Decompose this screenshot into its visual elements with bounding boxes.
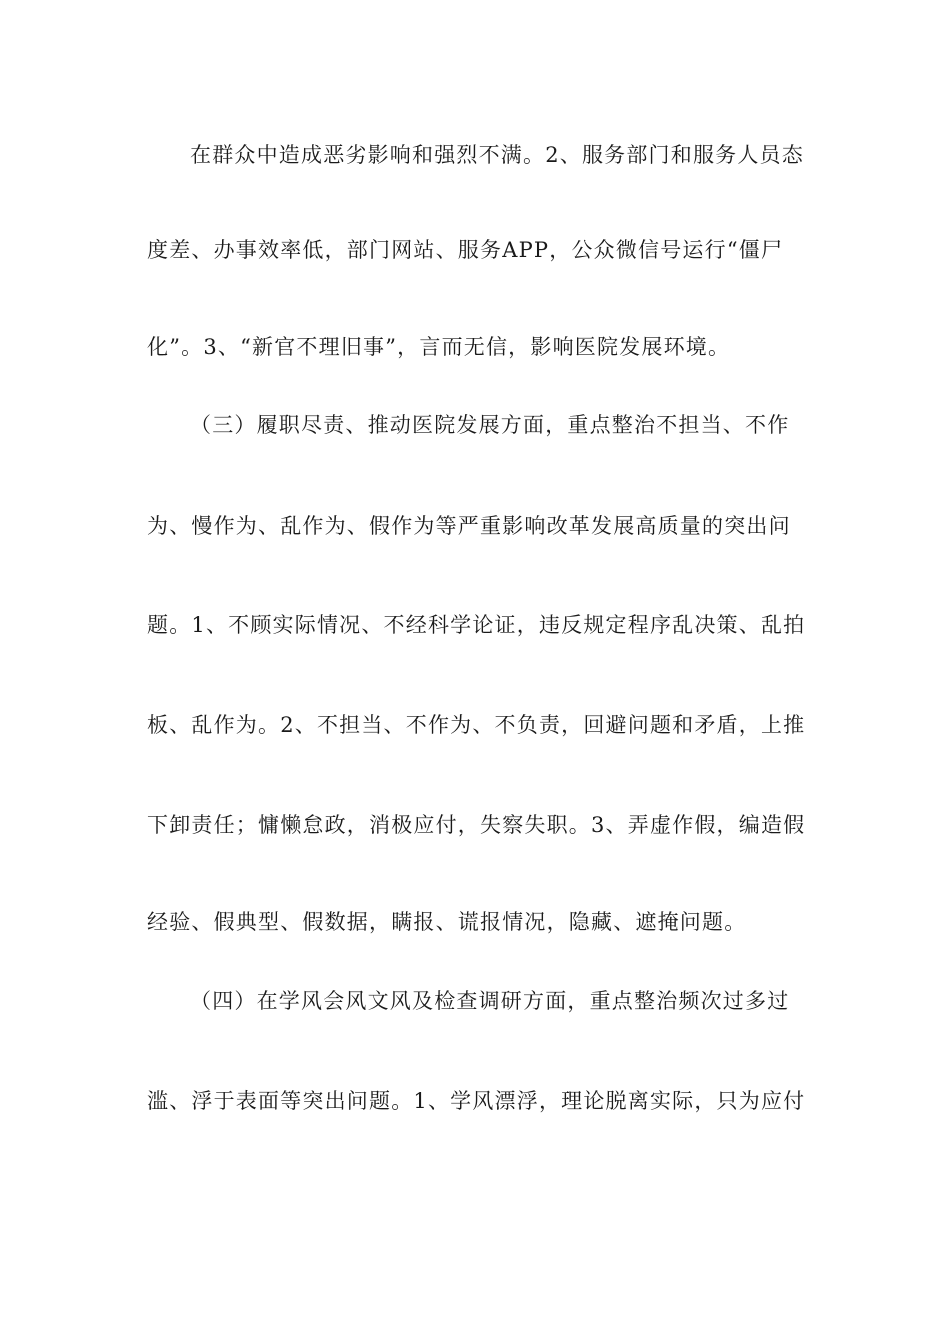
paragraph-line-3: 化”。3、“新官不理旧事”，言而无信，影响医院发展环境。 xyxy=(147,335,731,359)
section-heading-4: （四）在学风会风文风及检查调研方面，重点整治频次过多过 xyxy=(190,989,790,1013)
paragraph-line-2: 度差、办事效率低，部门网站、服务APP，公众微信号运行“僵尸 xyxy=(147,238,784,262)
paragraph-line-7: 板、乱作为。2、不担当、不作为、不负责，回避问题和矛盾，上推 xyxy=(147,713,806,737)
paragraph-line-1: 在群众中造成恶劣影响和强烈不满。2、服务部门和服务人员态 xyxy=(190,143,804,167)
paragraph-line-6: 题。1、不顾实际情况、不经科学论证，违反规定程序乱决策、乱拍 xyxy=(147,613,806,637)
paragraph-line-11: 滥、浮于表面等突出问题。1、学风漂浮，理论脱离实际，只为应付 xyxy=(147,1089,806,1113)
paragraph-line-9: 经验、假典型、假数据，瞒报、谎报情况，隐藏、遮掩问题。 xyxy=(147,910,747,934)
paragraph-line-8: 下卸责任；慵懒怠政，消极应付，失察失职。3、弄虚作假，编造假 xyxy=(147,813,806,837)
section-heading-3: （三）履职尽责、推动医院发展方面，重点整治不担当、不作 xyxy=(190,413,790,437)
paragraph-line-5: 为、慢作为、乱作为、假作为等严重影响改革发展高质量的突出问 xyxy=(147,514,791,538)
